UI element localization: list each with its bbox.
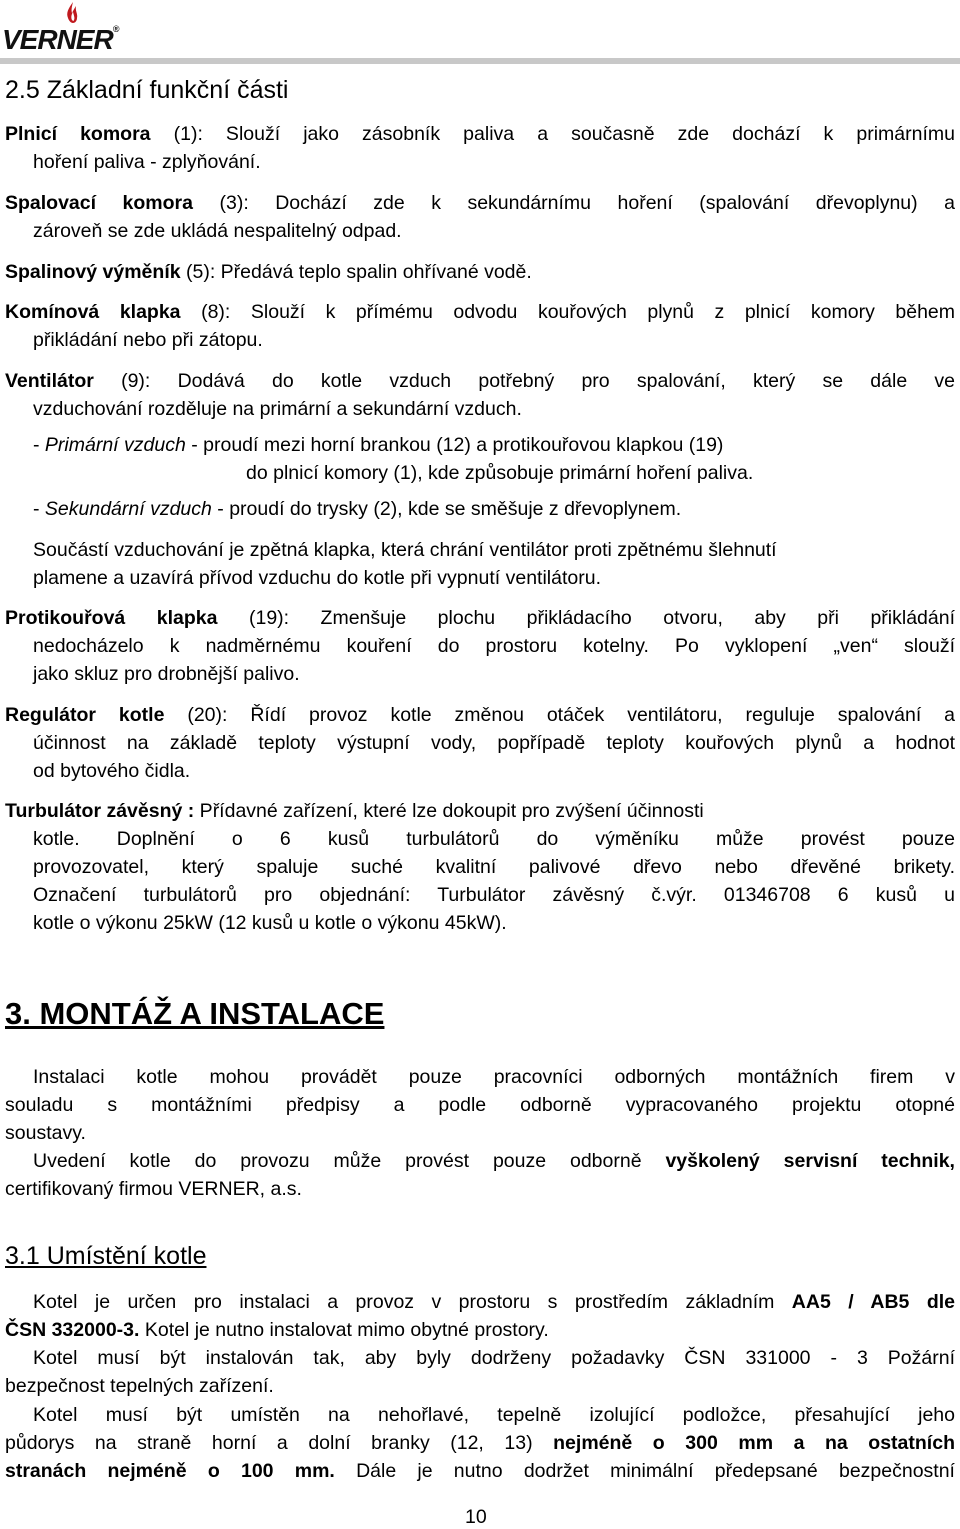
- paragraph-podlozka-line2: půdorys na straně horní a dolní branky (12, 13) nejméně o 300 mm a na ostatních: [5, 1432, 955, 1454]
- paragraph-uvedeni-line1: Uvedení kotle do provozu může provést pouze odborně vyškolený servisní technik,: [33, 1150, 955, 1172]
- paragraph-uvedeni-line2: certifikovaný firmou VERNER, a.s.: [5, 1178, 302, 1200]
- paragraph-protikourova-klapka-line2: nedocházelo k nadměrnému kouření do prostoru kotelny. Po vyklopení „ven“ slouží: [33, 635, 955, 657]
- paragraph-primarni-vzduch-line2: do plnicí komory (1), kde způsobuje primární hoření paliva.: [246, 462, 754, 484]
- paragraph-turbulator-line3: provozovatel, který spaluje suché kvalitní palivové dřevo nebo dřevěné brikety.: [33, 856, 955, 878]
- paragraph-umisteni-line1: Kotel je určen pro instalaci a provoz v prostoru s prostředím základním AA5 / AB5 dle: [33, 1291, 956, 1313]
- paragraph-kominova-klapka-line1: Komínová klapka (8): Slouží k přímému odvodu kouřových plynů z plnicí komory během: [5, 301, 956, 323]
- paragraph-podlozka-line3: stranách nejméně o 100 mm. Dále je nutno dodržet minimální předepsané bezpečnostní: [5, 1460, 955, 1482]
- paragraph-kominova-klapka-line2: přikládání nebo při zátopu.: [33, 329, 263, 351]
- paragraph-soucasti-line2: plamene a uzavírá přívod vzduchu do kotle při vypnutí ventilátoru.: [33, 567, 601, 589]
- paragraph-umisteni-line2: ČSN 332000-3. Kotel je nutno instalovat mimo obytné prostory.: [5, 1319, 549, 1341]
- paragraph-pozarni-line2: bezpečnost tepelných zařízení.: [5, 1375, 274, 1397]
- paragraph-ventilator-line2: vzduchování rozděluje na primární a sekundární vzduch.: [33, 398, 522, 420]
- paragraph-soucasti-line1: Součástí vzduchování je zpětná klapka, která chrání ventilátor proti zpětnému šlehnutí: [33, 539, 777, 561]
- paragraph-turbulator-line5: kotle o výkonu 25kW (12 kusů u kotle o výkonu 45kW).: [33, 912, 507, 934]
- paragraph-regulator-kotle-line2: účinnost na základě teploty výstupní vody, popřípadě teploty kouřových plynů a hodnot: [33, 732, 955, 754]
- paragraph-instalace-line1: Instalaci kotle mohou provádět pouze pracovníci odborných montážních firem v: [33, 1066, 955, 1088]
- paragraph-protikourova-klapka-line3: jako skluz pro drobnější palivo.: [33, 663, 300, 685]
- paragraph-instalace-line2: souladu s montážními předpisy a podle odborně vypracovaného projektu otopné: [5, 1094, 955, 1116]
- paragraph-podlozka-line1: Kotel musí být umístěn na nehořlavé, tepelně izolující podložce, přesahující jeho: [33, 1404, 955, 1426]
- page-number: 10: [465, 1506, 487, 1528]
- paragraph-regulator-kotle-line3: od bytového čidla.: [33, 760, 191, 782]
- section-title-3: 3. MONTÁŽ A INSTALACE: [5, 996, 385, 1031]
- paragraph-plnici-komora-line1: Plnicí komora (1): Slouží jako zásobník paliva a současně zde dochází k primárnímu: [5, 123, 955, 145]
- header-divider: [0, 58, 960, 64]
- paragraph-plnici-komora-line2: hoření paliva - zplyňování.: [33, 151, 261, 173]
- paragraph-protikourova-klapka-line1: Protikouřová klapka (19): Zmenšuje plochu přikládacího otvoru, aby při přikládání: [5, 607, 956, 629]
- paragraph-pozarni-line1: Kotel musí být instalován tak, aby byly dodrženy požadavky ČSN 331000 - 3 Požární: [33, 1347, 955, 1369]
- paragraph-spalinovy-vymenik: Spalinový výměník (5): Předává teplo spalin ohřívané vodě.: [5, 261, 532, 283]
- paragraph-primarni-vzduch-line1: - Primární vzduch - proudí mezi horní brankou (12) a protikouřovou klapkou (19): [33, 434, 724, 456]
- logo-wordmark: VERNER®: [2, 24, 119, 55]
- section-title-3-1: 3.1 Umístění kotle: [5, 1242, 207, 1270]
- paragraph-sekundarni-vzduch: - Sekundární vzduch - proudí do trysky (2), kde se směšuje z dřevoplynem.: [33, 498, 682, 520]
- paragraph-regulator-kotle-line1: Regulátor kotle (20): Řídí provoz kotle změnou otáček ventilátoru, reguluje spalování a: [5, 704, 956, 726]
- paragraph-spalovaci-komora-line2: zároveň se zde ukládá nespalitelný odpad.: [33, 220, 402, 242]
- paragraph-spalovaci-komora-line1: Spalovací komora (3): Dochází zde k sekundárnímu hoření (spalování dřevoplynu) a: [5, 192, 955, 214]
- paragraph-turbulator-line4: Označení turbulátorů pro objednání: Turbulátor závěsný č.výr. 01346708 6 kusů u: [33, 884, 955, 906]
- paragraph-turbulator-line1: Turbulátor závěsný : Přídavné zařízení, které lze dokoupit pro zvýšení účinnosti: [5, 800, 704, 822]
- section-title-2-5: 2.5 Základní funkční části: [5, 76, 289, 104]
- paragraph-instalace-line3: soustavy.: [5, 1122, 86, 1144]
- paragraph-ventilator-line1: Ventilátor (9): Dodává do kotle vzduch potřebný pro spalování, který se dále ve: [5, 370, 955, 392]
- verner-logo: [2, 0, 119, 55]
- paragraph-turbulator-line2: kotle. Doplnění o 6 kusů turbulátorů do výměníku může provést pouze: [33, 828, 955, 850]
